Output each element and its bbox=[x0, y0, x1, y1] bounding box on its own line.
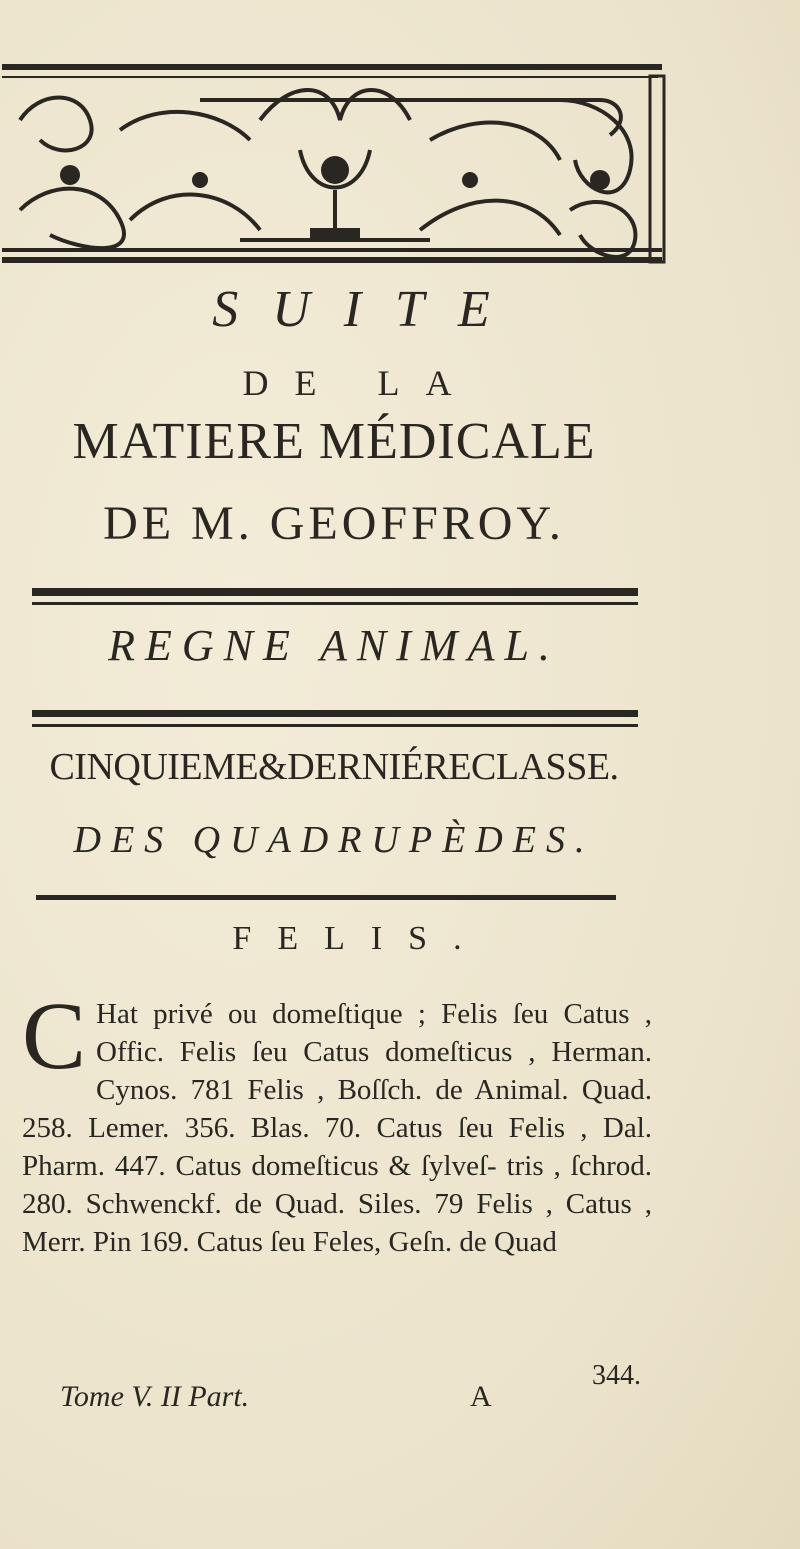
signature-mark: A bbox=[470, 1380, 492, 1413]
divider-rule bbox=[32, 602, 638, 605]
section-heading: REGNE ANIMAL. bbox=[108, 621, 560, 670]
class-heading: CINQUIEME&DERNIÉRECLASSE. bbox=[49, 746, 619, 788]
title-author: DE M. GEOFFROY. bbox=[103, 497, 565, 550]
genus-heading: FELIS. bbox=[232, 920, 488, 957]
paragraph-text: Hat privé ou domeſtique ; Felis ſeu Catus , Offic. Felis ſeu Catus domeſticus , Herman. Cynos. 781 Felis , Boſſch. de Animal. Quad. 258. Lemer. 356. Blas. 70. Catus ſeu Felis , Dal. Pharm. 447. Catus domeſticus & ſylveſ- tris , ſchrod. 280. Schwenckf. de Quad. Siles. 79 Felis , Catus , Merr. Pin 169. Catus ſeu Feles, Geſn. de Quad bbox=[22, 998, 652, 1258]
title-suite: SUITE bbox=[212, 281, 524, 338]
divider-rule bbox=[32, 588, 638, 596]
body-paragraph bbox=[22, 982, 652, 1261]
title-matiere-medicale: MATIERE MÉDICALE bbox=[72, 413, 596, 470]
divider-rule bbox=[32, 710, 638, 717]
catchword: 344. bbox=[592, 1360, 641, 1391]
ornamental-headpiece-icon bbox=[0, 60, 668, 265]
title-de-la: DE LA bbox=[242, 363, 478, 403]
subclass-heading: DES QUADRUPÈDES. bbox=[73, 819, 595, 861]
divider-rule bbox=[36, 895, 616, 900]
divider-rule bbox=[32, 724, 638, 727]
volume-label: Tome V. II Part. bbox=[60, 1380, 250, 1413]
drop-cap: C bbox=[22, 982, 87, 1089]
page-footer bbox=[60, 1380, 620, 1414]
